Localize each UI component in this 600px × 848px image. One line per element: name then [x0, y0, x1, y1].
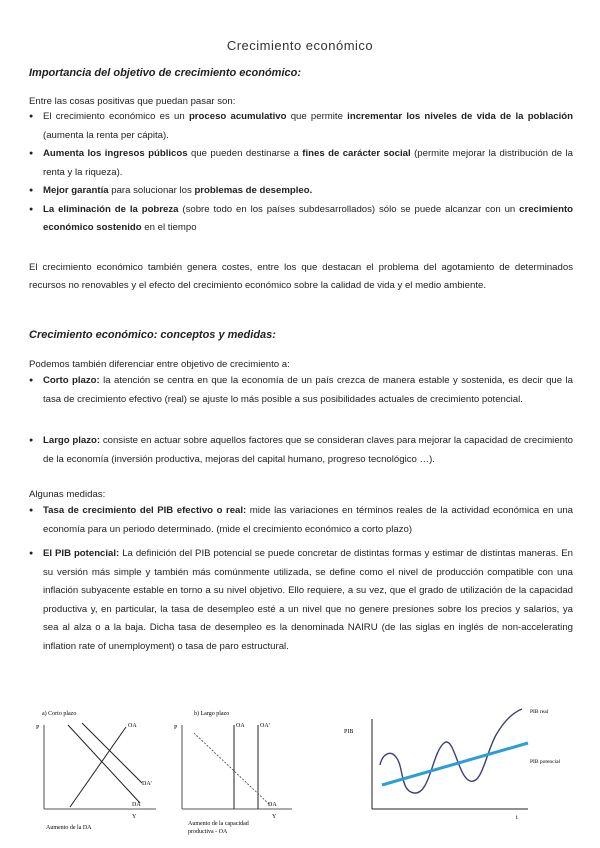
list-item — [29, 108, 573, 145]
text: que pueden destinarse a — [187, 148, 303, 159]
horizon-list-2 — [29, 432, 573, 469]
section1-intro: Entre las cosas positivas que puedan pasar son: — [29, 96, 236, 107]
fig2-x-label: Y — [272, 814, 277, 820]
fig1-da2-curve — [82, 723, 142, 783]
fig2-da-curve — [194, 733, 270, 805]
bold-text: Aumenta los ingresos públicos — [43, 148, 188, 159]
text: para solucionar los — [108, 185, 195, 196]
pib-diagram — [340, 705, 580, 830]
text: en el tiempo — [141, 222, 197, 233]
text: mide las variaciones en términos reales de la actividad económica en una economía para un periodo determinado. (mide el crecimiento económico a corto plazo) — [43, 505, 573, 535]
costs-paragraph: El crecimiento económico también genera costes, entre los que destacan el problema del agotamiento de determinados recursos no renovables y el efecto del crecimiento económico sobre la calidad de vida y el medio ambiente. — [29, 262, 573, 291]
measures-list-2 — [29, 545, 573, 656]
text: (permite mejorar la distribución de la renta y la riqueza). — [43, 148, 573, 178]
pib-potencial-line — [382, 743, 528, 785]
list-item — [29, 372, 573, 409]
short-run-diagram — [30, 705, 165, 830]
measures-list — [29, 502, 573, 539]
bold-text: Corto plazo: — [43, 375, 100, 386]
text: El crecimiento económico es un — [43, 111, 189, 122]
fig1-da-label: DA — [132, 802, 141, 808]
fig1-y-label: P — [36, 725, 40, 731]
positives-list — [29, 108, 573, 238]
fig2-oa2-label: OA' — [260, 723, 270, 729]
fig1-da-curve — [68, 725, 140, 803]
bold-text: La eliminación de la pobreza — [43, 203, 179, 215]
fig2-caption-line2: productiva - OA — [188, 829, 228, 835]
section1-heading: Importancia del objetivo de crecimiento económico: — [29, 67, 302, 79]
list-item — [29, 201, 573, 238]
bold-text: crecimiento económico sostenido — [43, 203, 573, 233]
text: la atención se centra en que la economía de un país crezca de manera estable y sostenida, es decir que la tasa de crecimiento efectivo (real) se ajuste lo más posible a sus posibilidades actuales de crecimiento potencial. — [43, 375, 573, 405]
bold-text: incrementar los niveles de vida de la población — [347, 111, 573, 122]
section2-heading: Crecimiento económico: conceptos y medidas: — [29, 329, 276, 341]
text: (aumenta la renta per cápita). — [43, 129, 169, 141]
bold-text: Mejor garantía — [43, 185, 109, 196]
bold-text: Largo plazo: — [43, 435, 101, 446]
bold-text: problemas de desempleo. — [194, 185, 313, 196]
bold-text: fines de carácter social — [302, 148, 411, 159]
fig1-oa-label: OA — [128, 723, 137, 729]
bold-text: proceso acumulativo — [188, 111, 287, 122]
fig1-caption: Aumento de la DA — [46, 825, 92, 830]
horizon-list — [29, 372, 573, 409]
text: (sobre todo en los países subdesarrollados) sólo se puede alcanzar con un — [178, 203, 520, 215]
fig2-oa-label: OA — [236, 723, 245, 729]
bold-text: El PIB potencial: — [43, 548, 120, 559]
measures-intro: Algunas medidas: — [29, 489, 106, 500]
list-item — [29, 432, 573, 469]
fig2-da-label: DA — [268, 802, 277, 808]
long-run-diagram — [172, 705, 312, 835]
fig1-x-label: Y — [132, 814, 137, 820]
fig2-title: b) Largo plazo — [194, 711, 230, 717]
text: La definición del PIB potencial se puede concretar de distintas formas y estimar de distintas maneras. En su versión más simple y también más comúnmente utilizada, se define como el nivel de producción compatible con una inflación subyacente estable en torno a su nivel objetivo. Ello requiere, a su vez, que el grado de utilización de la capacidad productiva y, en particular, la tasa de desempleo esté a un nivel que no genere presiones sobre los precios y salarios, ya sea al alza o a la baja. Dicha tasa de desempleo es la denominada NAIRU (de las siglas en inglés de non-accelerating inflation rate of unemployment) o tasa de paro estructural. — [43, 548, 574, 652]
fig3-x-label: t — [516, 815, 518, 821]
list-item — [29, 145, 573, 182]
pib-real-label: PIB real — [530, 709, 549, 715]
text: consiste en actuar sobre aquellos factores que se consideran claves para mejorar la capacidad de crecimiento de la economía (inversión productiva, mejoras del capital humano, progreso tecnológico …). — [43, 435, 573, 465]
list-item — [29, 502, 573, 539]
fig2-caption-line1: Aumento de la capacidad — [188, 821, 249, 827]
fig3-y-label: PIB — [344, 729, 354, 735]
list-item — [29, 182, 573, 201]
list-item — [29, 545, 573, 656]
fig1-da2-label: DA' — [142, 781, 152, 787]
bold-text: Tasa de crecimiento del PIB efectivo o real: — [43, 505, 247, 516]
pib-potencial-label: PIB potencial — [530, 759, 561, 765]
text: que permite — [286, 111, 348, 122]
document-title: Crecimiento económico — [226, 38, 374, 53]
fig2-y-label: P — [174, 725, 178, 731]
fig1-title: a) Corto plazo — [42, 711, 77, 717]
section2-intro: Podemos también diferenciar entre objetivo de crecimiento a: — [29, 359, 290, 370]
